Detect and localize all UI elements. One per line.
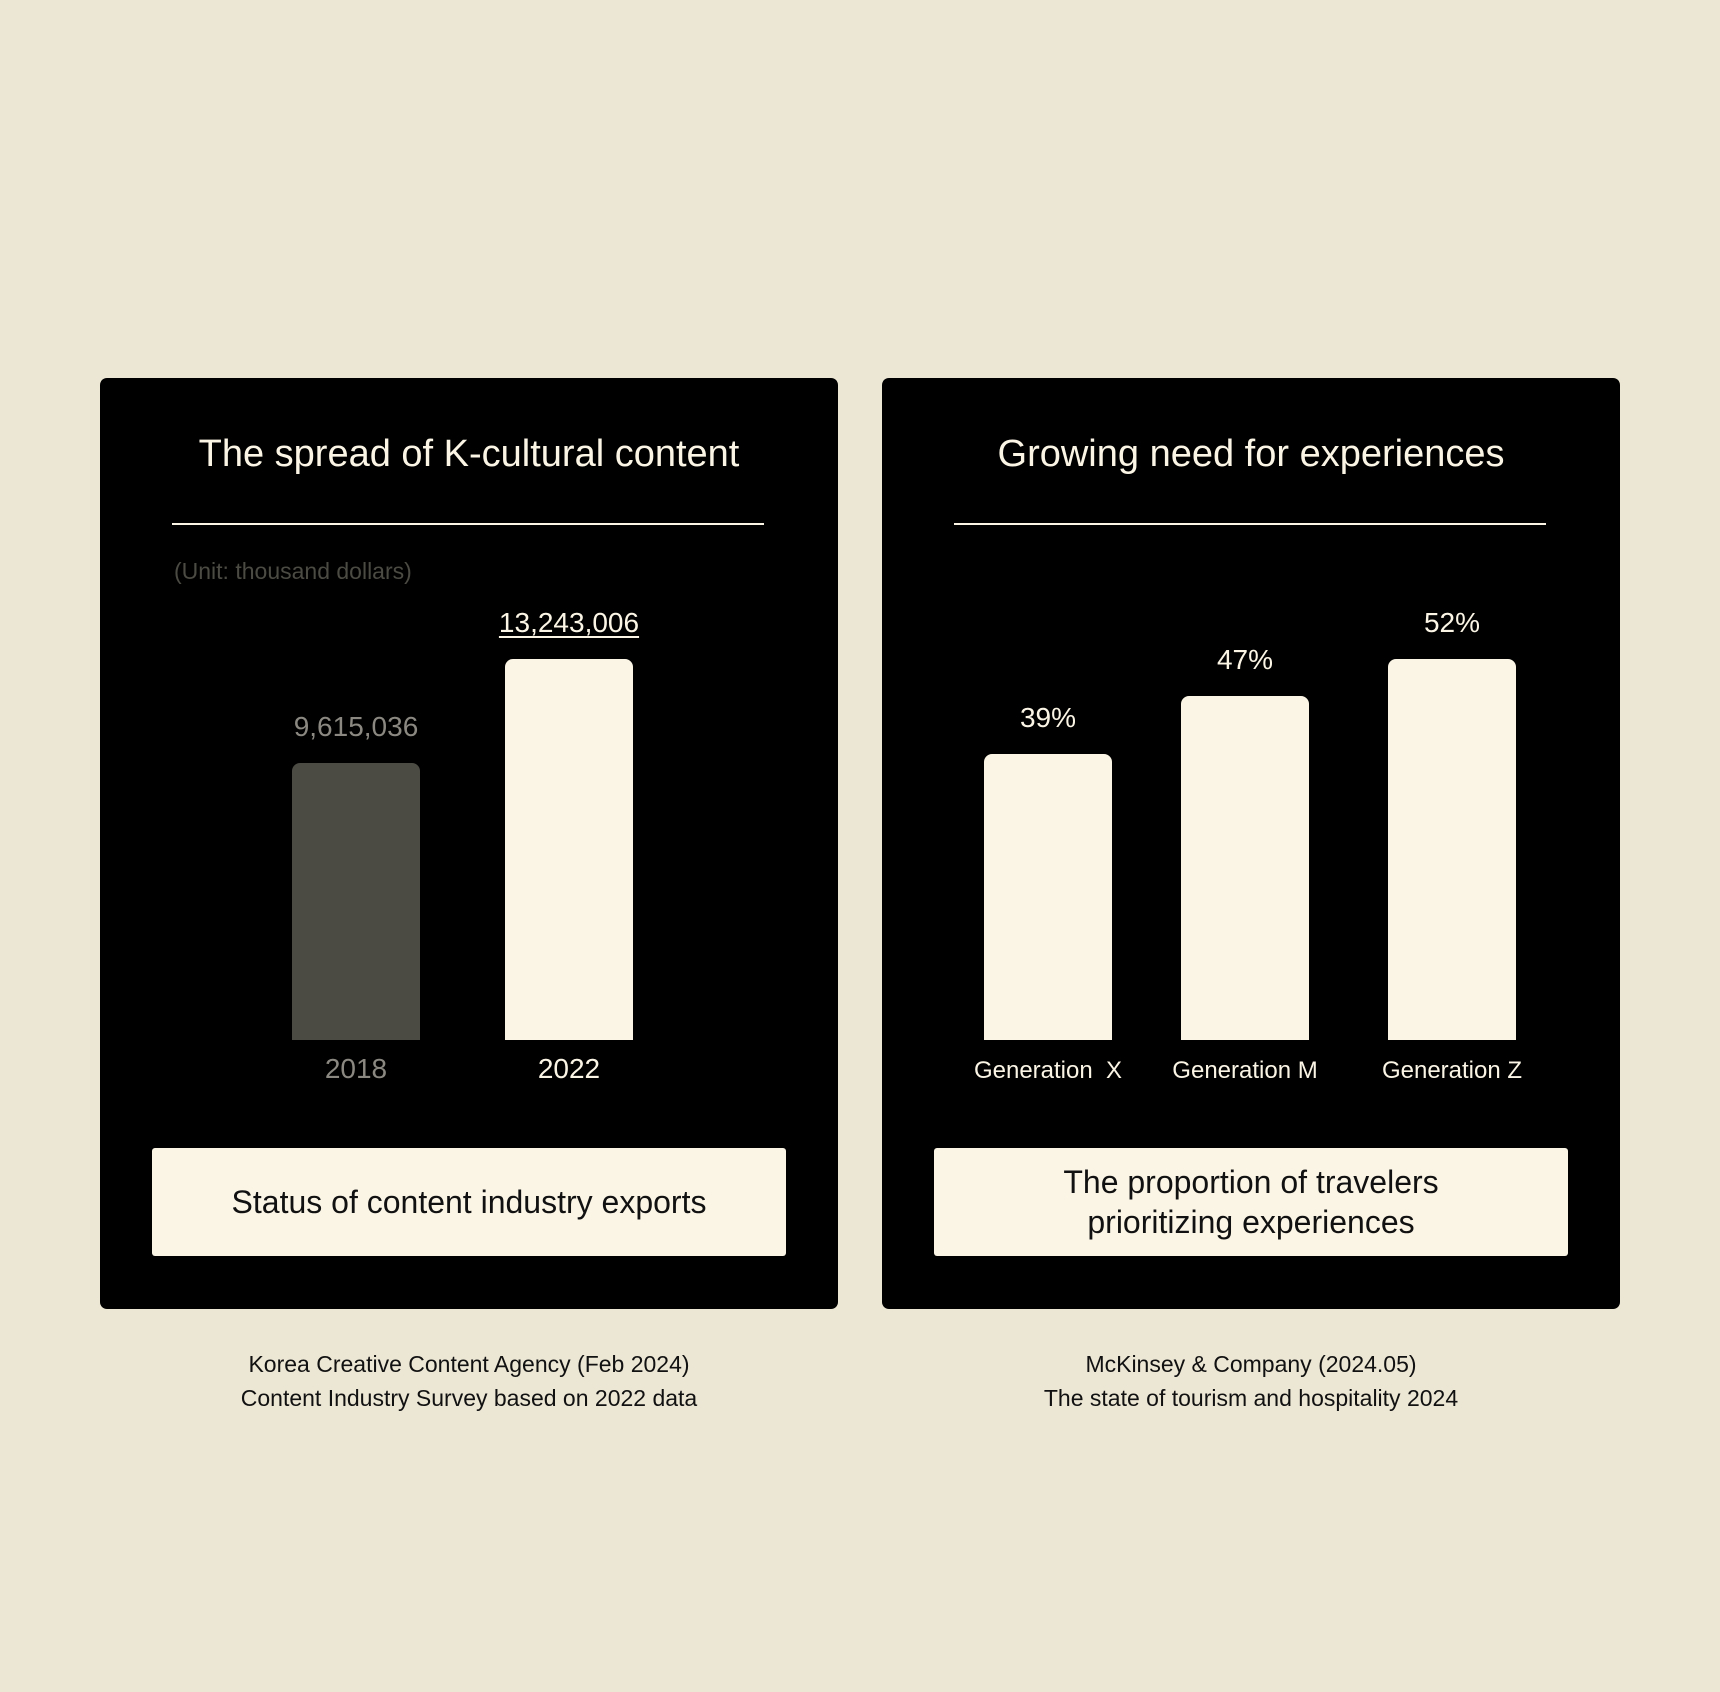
left-bar-2022 (505, 659, 633, 1040)
left-chart-title: The spread of K-cultural content (198, 433, 740, 475)
unit-note: (Unit: thousand dollars) (174, 558, 412, 584)
left-source-note: Korea Creative Content Agency (Feb 2024) Content Industry Survey based on 2022 data (240, 1351, 698, 1411)
left-chart-panel (100, 378, 838, 1309)
left-bar-value-label: 13,243,006 (498, 607, 640, 638)
right-category-label: Generation X (973, 1057, 1123, 1084)
right-bar-generation-x (984, 754, 1112, 1040)
right-title-divider (954, 523, 1546, 525)
left-bar-value-label: 9,615,036 (293, 711, 419, 742)
left-caption-text: Status of content industry exports (231, 1184, 707, 1220)
right-source-note: McKinsey & Company (2024.05) The state of tourism and hospitality 2024 (1043, 1351, 1459, 1411)
right-bar-value-label: 47% (1216, 644, 1274, 675)
left-caption-box (152, 1148, 786, 1256)
left-category-label: 2022 (537, 1053, 601, 1084)
right-bar-value-label: 52% (1423, 607, 1481, 638)
left-title-divider (172, 523, 764, 525)
right-category-label: Generation M (1172, 1057, 1318, 1084)
left-category-label: 2018 (324, 1053, 388, 1084)
right-category-label: Generation Z (1381, 1057, 1523, 1084)
right-bar-value-label: 39% (1019, 702, 1077, 733)
right-chart-title: Growing need for experiences (997, 433, 1505, 475)
right-chart-panel (882, 378, 1620, 1309)
right-bar-generation-m (1181, 696, 1309, 1040)
left-bar-2018 (292, 763, 420, 1040)
right-caption-text: The proportion of travelers prioritizing experiences (1063, 1164, 1439, 1240)
right-caption-box (934, 1148, 1568, 1256)
right-bar-generation-z (1388, 659, 1516, 1040)
